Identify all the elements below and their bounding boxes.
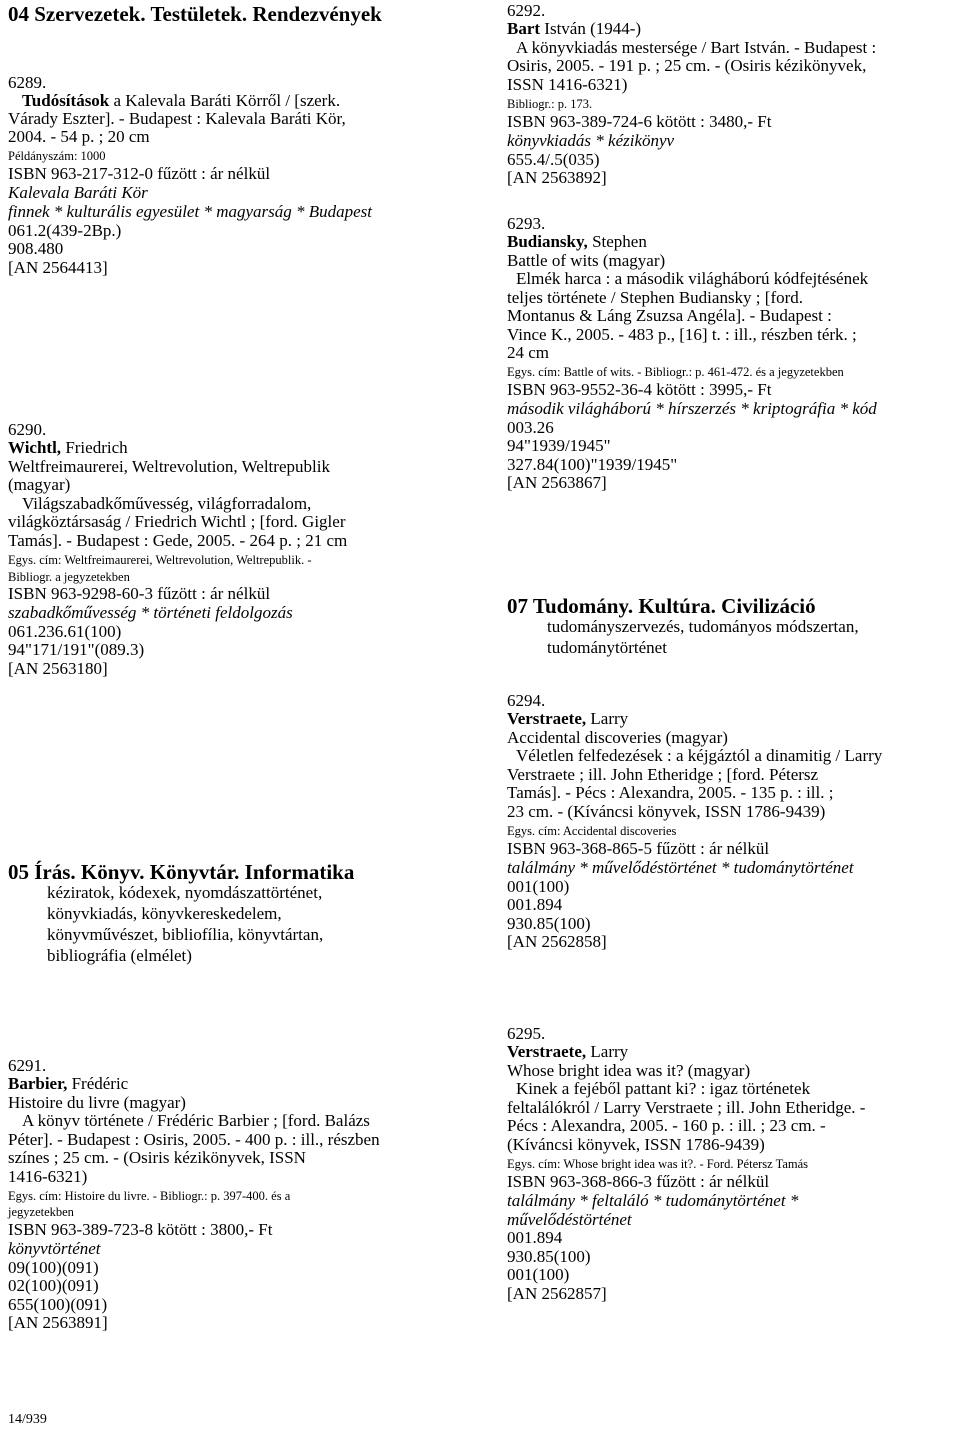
entry-isbn: ISBN 963-368-866-3 fűzött : ár nélkül [507, 1172, 770, 1191]
entry-line: (magyar) [8, 475, 71, 494]
entry-subject: Kalevala Baráti Kör [8, 183, 148, 202]
entry-an: [AN 2564413] [8, 258, 108, 277]
entry-line: Pécs : Alexandra, 2005. - 160 p. : ill. ; 23 cm. - [507, 1116, 826, 1135]
entry-line: Elmék harca : a második világháború kódfejtésének [516, 269, 869, 288]
entry-line: Whose bright idea was it? (magyar) [507, 1061, 751, 1080]
section-subtitle-line: tudománytörténet [547, 638, 667, 657]
entry-line: Tamás]. - Budapest : Gede, 2005. - 264 p. ; 21 cm [8, 531, 348, 550]
entry-author-rest: Larry [586, 709, 629, 728]
entry-subject: könyvtörténet [8, 1239, 101, 1258]
section-subtitle-line: könyvkiadás, könyvkereskedelem, [47, 904, 282, 923]
entry-line: Tamás]. - Pécs : Alexandra, 2005. - 135 p. : ill. ; [507, 783, 834, 802]
entry-title-line [22, 92, 340, 110]
entry-author-rest: Larry [586, 1042, 629, 1061]
entry-subject: találmány * művelődéstörténet * tudománytörténet [507, 858, 854, 877]
entry-note: Egys. cím: Whose bright idea was it?. - Ford. Pétersz Tamás [507, 1157, 809, 1171]
entry-isbn: ISBN 963-389-724-6 kötött : 3480,- Ft [507, 112, 772, 131]
entry-subject: könyvkiadás * kézikönyv [507, 131, 675, 150]
entry-author-bold: Wichtl, [8, 438, 62, 457]
entry-isbn: ISBN 963-9298-60-3 fűzött : ár nélkül [8, 584, 271, 603]
entry-class: 061.2(439-2Bp.) [8, 221, 122, 240]
entry-number: 6295. [507, 1024, 546, 1043]
entry-author-rest: István (1944-) [540, 19, 642, 38]
entry-class: 001(100) [507, 1265, 570, 1284]
entry-note: Példányszám: 1000 [8, 149, 106, 163]
entry-line: 24 cm [507, 343, 550, 362]
entry-subject: finnek * kulturális egyesület * magyarság * Budapest [8, 202, 373, 221]
entry-line: Histoire du livre (magyar) [8, 1093, 186, 1112]
entry-line: ISSN 1416-6321) [507, 75, 628, 94]
entry-class: 930.85(100) [507, 914, 591, 933]
entry-number: 6289. [8, 73, 47, 92]
entry-line: 2004. - 54 p. ; 20 cm [8, 127, 150, 146]
entry-line: Péter]. - Budapest : Osiris, 2005. - 400 p. : ill., részben [8, 1130, 380, 1149]
entry-class: 908.480 [8, 239, 64, 258]
entry-note: Bibliogr. a jegyzetekben [8, 570, 130, 584]
entry-class: 001.894 [507, 895, 563, 914]
entry-line: világköztársaság / Friedrich Wichtl ; [ford. Gigler [8, 512, 346, 531]
entry-class: 09(100)(091) [8, 1258, 99, 1277]
entry-line: teljes története / Stephen Budiansky ; [ford. [507, 288, 804, 307]
entry-line: Montanus & Láng Zsuzsa Angéla]. - Budapest : [507, 306, 832, 325]
entry-note: Egys. cím: Histoire du livre. - Bibliogr.: p. 397-400. és a [8, 1189, 291, 1203]
entry-author-bold: Budiansky, [507, 232, 588, 251]
entry-author-line [8, 439, 128, 457]
entry-an: [AN 2563892] [507, 168, 607, 187]
entry-author-bold: Barbier, [8, 1074, 68, 1093]
entry-isbn: ISBN 963-368-865-5 fűzött : ár nélkül [507, 839, 770, 858]
section-title: 07 Tudomány. Kultúra. Civilizáció [507, 594, 816, 618]
section-subtitle-line: bibliográfia (elmélet) [47, 946, 192, 965]
section-title: 05 Írás. Könyv. Könyvtár. Informatika [8, 860, 355, 884]
section-heading-04: 04 Szervezetek. Testületek. Rendezvények [8, 2, 382, 26]
entry-class: 930.85(100) [507, 1247, 591, 1266]
entry-line: A könyvkiadás mestersége / Bart István. - Budapest : [516, 38, 877, 57]
entry-author-line [507, 1043, 628, 1061]
entry-line: A könyv története / Frédéric Barbier ; [ford. Balázs [22, 1111, 370, 1130]
entry-class: 001.894 [507, 1228, 563, 1247]
entry-class: 655(100)(091) [8, 1295, 108, 1314]
entry-line: Weltfreimaurerei, Weltrevolution, Weltrepublik [8, 457, 330, 476]
entry-author-rest: Frédéric [67, 1074, 129, 1093]
entry-an: [AN 2562858] [507, 932, 607, 951]
entry-class: 94"1939/1945" [507, 436, 611, 455]
entry-line: feltalálókról / Larry Verstraete ; ill. John Etheridge. - [507, 1098, 866, 1117]
entry-line: 1416-6321) [8, 1167, 88, 1186]
entry-class: 94"171/191"(089.3) [8, 640, 145, 659]
entry-note: Egys. cím: Accidental discoveries [507, 824, 677, 838]
entry-an: [AN 2563867] [507, 473, 607, 492]
section-subtitle-line: tudományszervezés, tudományos módszertan, [547, 617, 859, 636]
entry-line: Világszabadkőművesség, világforradalom, [22, 494, 312, 513]
section-subtitle-line: könyvművészet, bibliofília, könyvtártan, [47, 925, 324, 944]
entry-isbn: ISBN 963-9552-36-4 kötött : 3995,- Ft [507, 380, 772, 399]
entry-line: Várady Eszter]. - Budapest : Kalevala Baráti Kör, [8, 109, 346, 128]
entry-line: Osiris, 2005. - 191 p. ; 25 cm. - (Osiris kézikönyvek, [507, 56, 867, 75]
entry-note: Egys. cím: Battle of wits. - Bibliogr.: p. 461-472. és a jegyzetekben [507, 365, 844, 379]
entry-note: jegyzetekben [8, 1205, 74, 1219]
entry-author-line [8, 1075, 128, 1093]
entry-line: színes ; 25 cm. - (Osiris kézikönyvek, ISSN [8, 1148, 306, 1167]
entry-note: Egys. cím: Weltfreimaurerei, Weltrevolution, Weltrepublik. - [8, 553, 312, 567]
entry-author-line [507, 233, 647, 251]
entry-class: 655.4/.5(035) [507, 150, 600, 169]
page-number: 14/939 [8, 1412, 47, 1427]
entry-line: Battle of wits (magyar) [507, 251, 666, 270]
entry-line: Verstraete ; ill. John Etheridge ; [ford. Pétersz [507, 765, 819, 784]
entry-line: 23 cm. - (Kíváncsi könyvek, ISSN 1786-9439) [507, 802, 826, 821]
entry-class: 001(100) [507, 877, 570, 896]
entry-subject: szabadkőművesség * történeti feldolgozás [8, 603, 293, 622]
entry-title-bold: Tudósítások [22, 91, 110, 110]
entry-subject: művelődéstörténet [507, 1210, 632, 1229]
entry-an: [AN 2562857] [507, 1284, 607, 1303]
entry-class: 003.26 [507, 418, 554, 437]
entry-number: 6293. [507, 214, 546, 233]
entry-author-bold: Bart [507, 19, 541, 38]
entry-line: Véletlen felfedezések : a kéjgáztól a dinamitig / Larry [516, 746, 883, 765]
entry-line: (Kíváncsi könyvek, ISSN 1786-9439) [507, 1135, 765, 1154]
entry-class: 061.236.61(100) [8, 622, 122, 641]
entry-isbn: ISBN 963-389-723-8 kötött : 3800,- Ft [8, 1220, 273, 1239]
entry-title-rest: a Kalevala Baráti Körről / [szerk. [109, 91, 341, 110]
entry-author-rest: Stephen [587, 232, 647, 251]
entry-isbn: ISBN 963-217-312-0 fűzött : ár nélkül [8, 164, 271, 183]
entry-an: [AN 2563891] [8, 1313, 108, 1332]
entry-note: Bibliogr.: p. 173. [507, 97, 593, 111]
entry-number: 6290. [8, 420, 47, 439]
entry-author-line [507, 20, 641, 38]
entry-subject: találmány * feltaláló * tudománytörténet * [507, 1191, 799, 1210]
section-subtitle-line: kéziratok, kódexek, nyomdászattörténet, [47, 883, 323, 902]
entry-class: 327.84(100)"1939/1945" [507, 455, 678, 474]
entry-author-bold: Verstraete, [507, 1042, 587, 1061]
entry-number: 6292. [507, 1, 546, 20]
entry-author-line [507, 710, 628, 728]
entry-class: 02(100)(091) [8, 1276, 99, 1295]
entry-author-bold: Verstraete, [507, 709, 587, 728]
entry-line: Vince K., 2005. - 483 p., [16] t. : ill., részben térk. ; [507, 325, 857, 344]
entry-subject: második világháború * hírszerzés * kriptográfia * kód [507, 399, 877, 418]
entry-number: 6291. [8, 1056, 47, 1075]
entry-line: Accidental discoveries (magyar) [507, 728, 728, 747]
entry-an: [AN 2563180] [8, 659, 108, 678]
entry-number: 6294. [507, 691, 546, 710]
entry-author-rest: Friedrich [61, 438, 128, 457]
entry-line: Kinek a fejéből pattant ki? : igaz történetek [516, 1079, 811, 1098]
